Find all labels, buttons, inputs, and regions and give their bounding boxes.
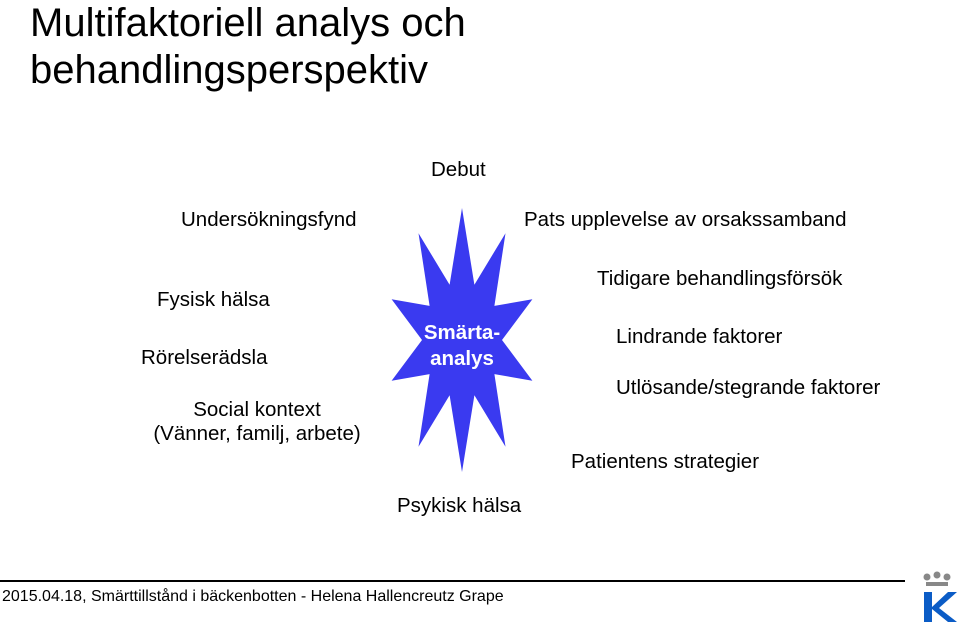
footer-text: 2015.04.18, Smärttillstånd i bäckenbotten - Helena Hallencreutz Grape	[2, 588, 504, 605]
label-social-kontext	[140, 398, 374, 446]
label-patientens-strategier: Patientens strategier	[571, 450, 760, 473]
label-debut: Debut	[431, 158, 486, 181]
label-utlosande-faktorer: Utlösande/stegrande faktorer	[616, 376, 881, 399]
star-label-line-2: analys	[430, 347, 494, 370]
footer-divider	[0, 580, 905, 582]
crown-k-logo-icon	[915, 568, 959, 624]
page-title	[30, 0, 466, 94]
social-kontext-line-1: Social kontext	[193, 398, 321, 421]
label-pats-upplevelse: Pats upplevelse av orsakssamband	[524, 208, 847, 231]
star-label	[388, 320, 536, 372]
title-line-2: behandlingsperspektiv	[30, 48, 429, 92]
social-kontext-line-2: (Vänner, familj, arbete)	[153, 422, 361, 445]
star-label-line-1: Smärta-	[423, 321, 501, 344]
label-tidigare-behandlingsforsok: Tidigare behandlingsförsök	[597, 267, 843, 290]
label-fysisk-halsa: Fysisk hälsa	[157, 288, 270, 311]
title-line-1: Multifaktoriell analys och	[30, 1, 466, 45]
label-lindrande-faktorer: Lindrande faktorer	[616, 325, 783, 348]
label-undersokningsfynd: Undersökningsfynd	[181, 208, 357, 231]
label-psykisk-halsa: Psykisk hälsa	[397, 494, 522, 517]
label-rorelseradsla: Rörelserädsla	[141, 346, 268, 369]
